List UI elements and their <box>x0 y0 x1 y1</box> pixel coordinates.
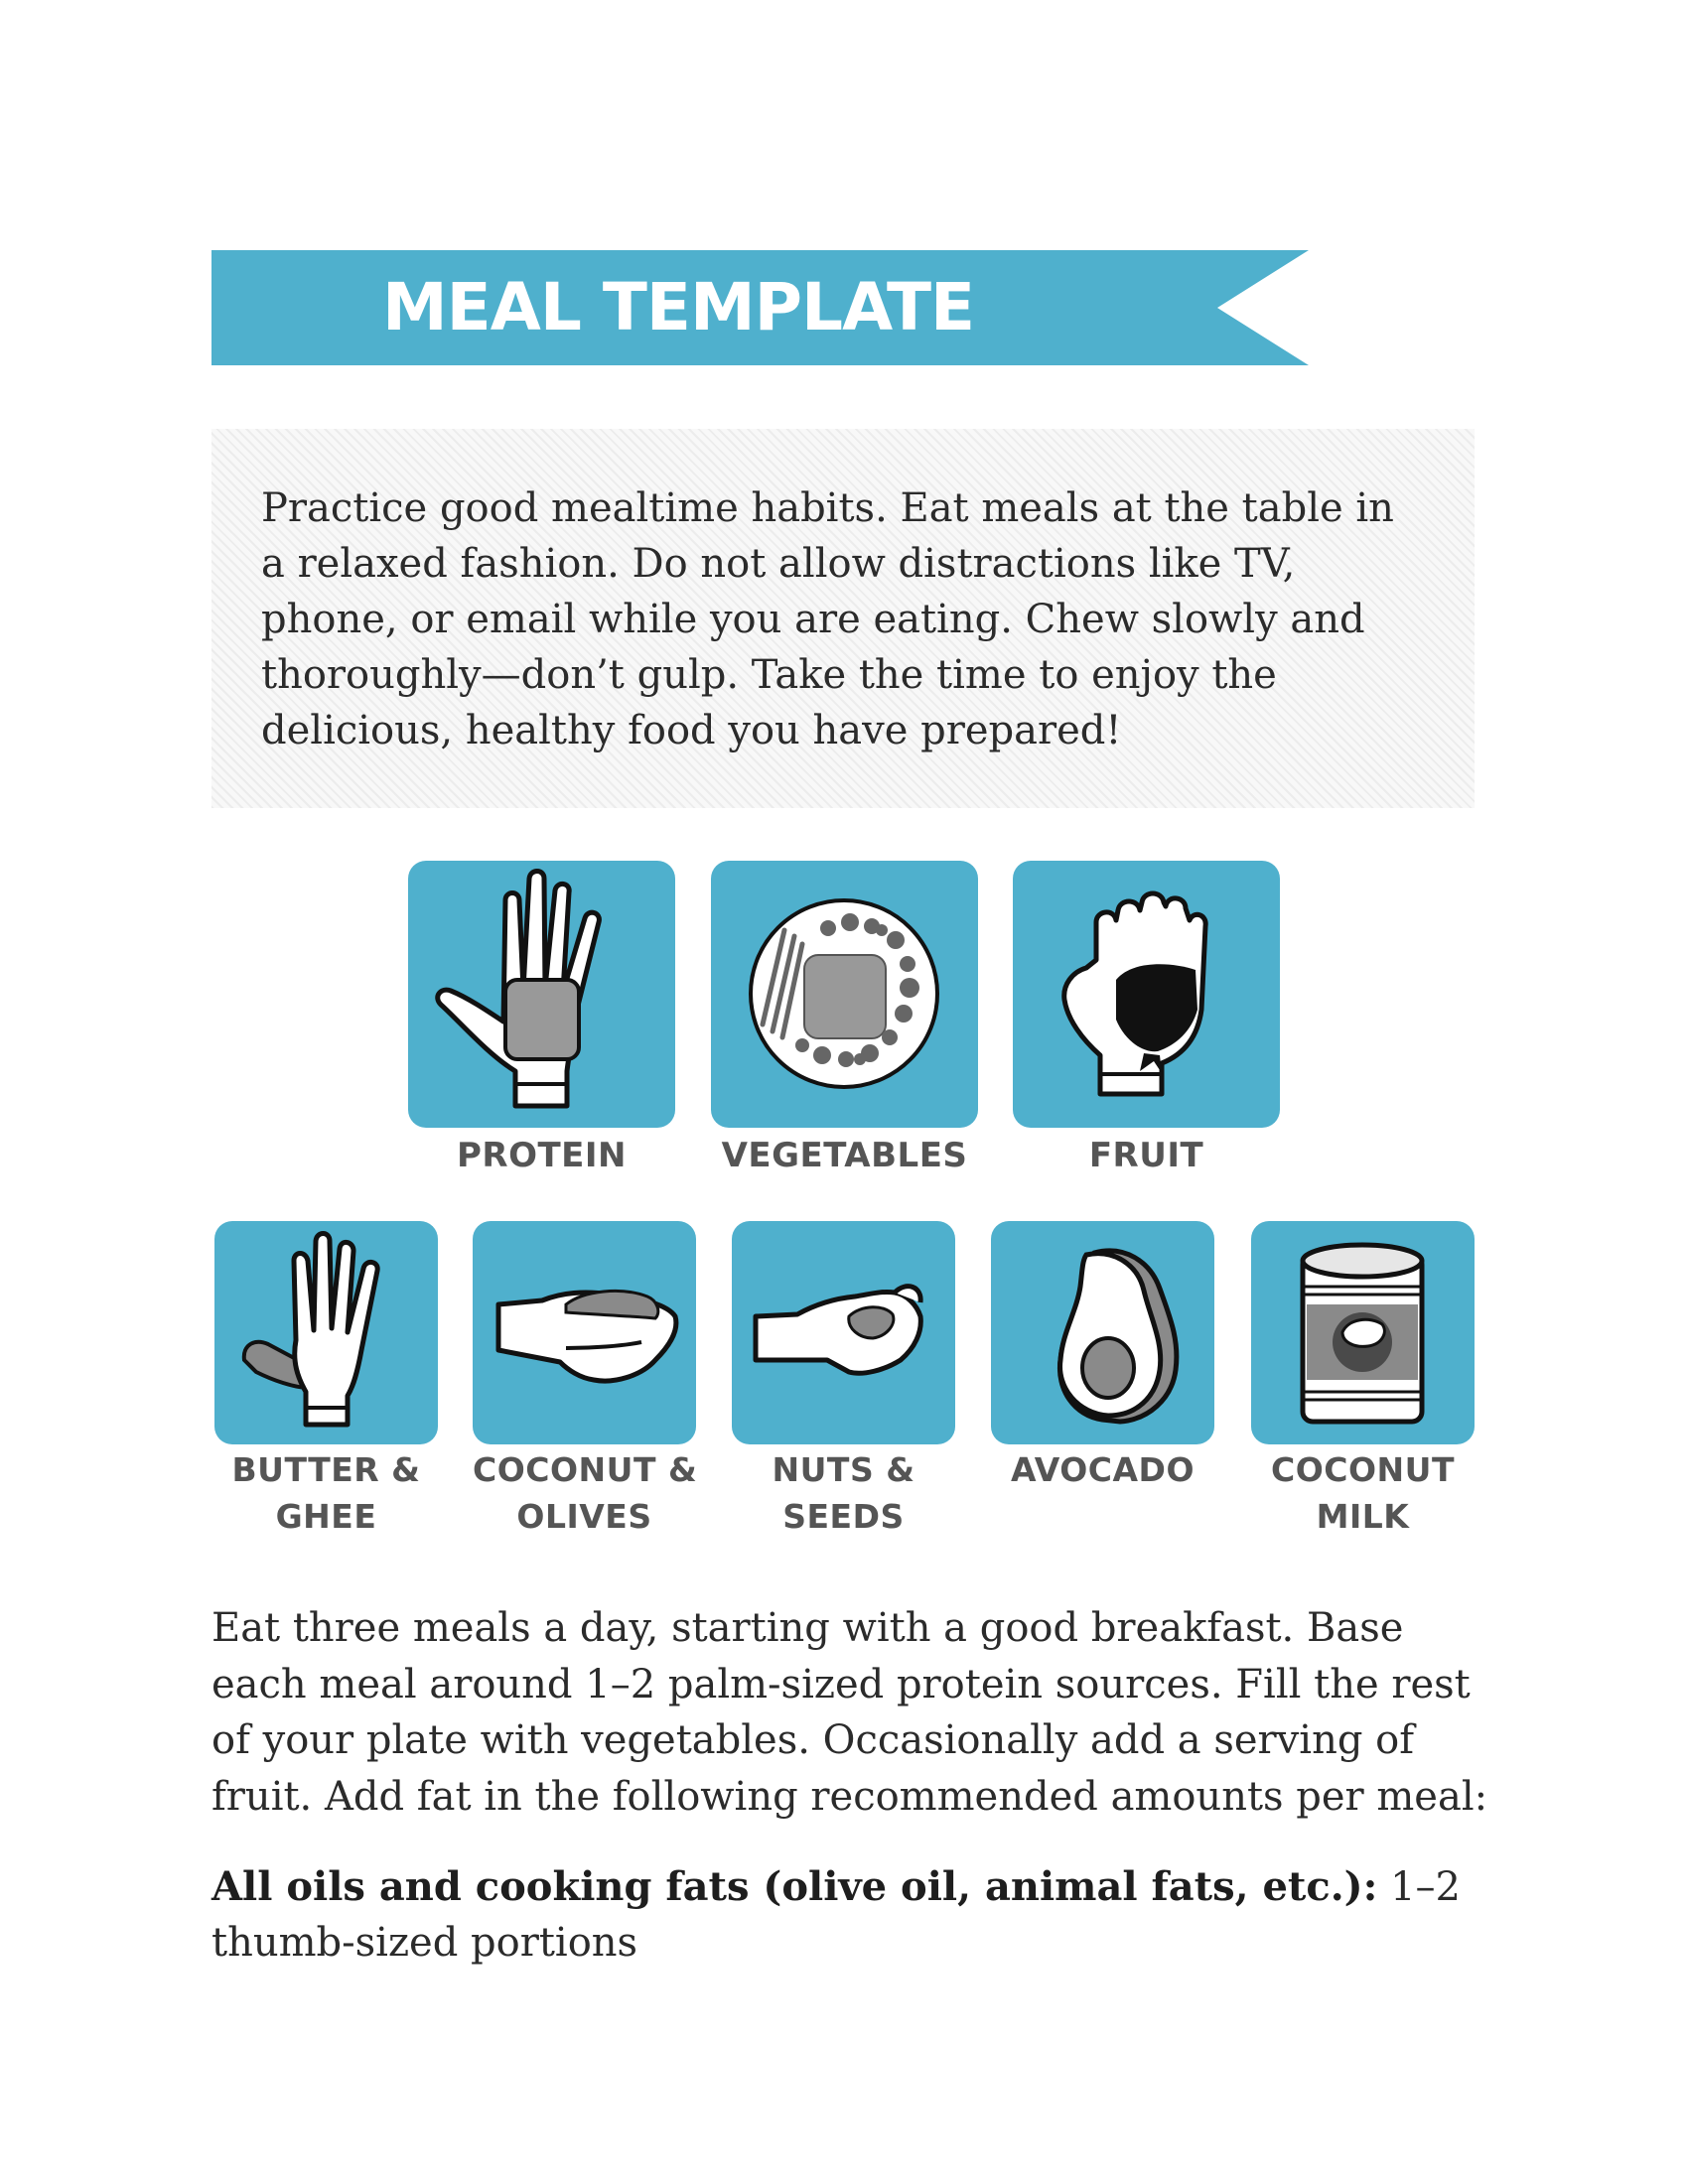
fist-icon <box>1013 861 1280 1128</box>
title-banner <box>211 250 1309 365</box>
coconut-milk-tile <box>1251 1221 1475 1444</box>
avocado-icon <box>991 1221 1214 1444</box>
avocado-label <box>991 1446 1214 1493</box>
protein-tile <box>408 861 675 1128</box>
fruit-label: FRUIT <box>1088 1136 1204 1175</box>
avocado-tile <box>991 1221 1214 1444</box>
coconut-milk-label-line1: COCONUT <box>1271 1450 1455 1489</box>
vegetables-tile <box>711 861 978 1128</box>
avocado-label-line1: AVOCADO <box>1010 1450 1196 1489</box>
vegetable-plate-icon <box>711 861 978 1128</box>
butter-ghee-label <box>214 1446 438 1540</box>
fat-guideline-amount: 1–2 thumb-sized portions <box>211 1864 1461 1966</box>
vegetables-label: VEGETABLES <box>721 1136 968 1175</box>
coconut-olives-tile <box>473 1221 696 1444</box>
intro-callout <box>211 429 1475 808</box>
coconut-olives-label-line1: COCONUT & <box>473 1450 698 1489</box>
butter-ghee-tile <box>214 1221 438 1444</box>
meal-guidance-text: Eat three meals a day, starting with a good breakfast. Base each meal around 1–2 palm-sized protein sources. Fill the rest of your plate with vegetables. Occasionally add a serving of fruit. Add fat in the following recommended amounts per meal: <box>211 1605 1488 1820</box>
thumb-hand-icon <box>214 1221 438 1444</box>
page-title: MEAL TEMPLATE <box>382 269 975 345</box>
coconut-milk-can-icon <box>1251 1221 1475 1444</box>
fruit-tile <box>1013 861 1280 1128</box>
coconut-milk-label <box>1251 1446 1475 1540</box>
butter-ghee-label-line1: BUTTER & <box>231 1450 421 1489</box>
closed-cupped-hand-icon <box>732 1221 955 1444</box>
fat-guideline <box>211 1859 1492 1971</box>
nuts-seeds-tile <box>732 1221 955 1444</box>
coconut-olives-label-line2: OLIVES <box>516 1497 652 1536</box>
protein-label: PROTEIN <box>456 1136 628 1175</box>
nuts-seeds-label <box>732 1446 955 1540</box>
palm-hand-icon <box>408 861 675 1128</box>
intro-text: Practice good mealtime habits. Eat meals at the table in a relaxed fashion. Do not allow distractions like TV, phone, or email while you are eating. Chew slowly and thoroughly—don’t gulp. Take the time to enjoy the delicious, healthy food you have prepared! <box>261 485 1394 753</box>
coconut-milk-label-line2: MILK <box>1316 1497 1410 1536</box>
nuts-seeds-label-line1: NUTS & <box>772 1450 915 1489</box>
open-cupped-hand-icon <box>473 1221 696 1444</box>
nuts-seeds-label-line2: SEEDS <box>782 1497 905 1536</box>
fat-guideline-label: All oils and cooking fats (olive oil, animal fats, etc.): <box>211 1863 1378 1910</box>
butter-ghee-label-line2: GHEE <box>275 1497 377 1536</box>
coconut-olives-label <box>473 1446 696 1540</box>
